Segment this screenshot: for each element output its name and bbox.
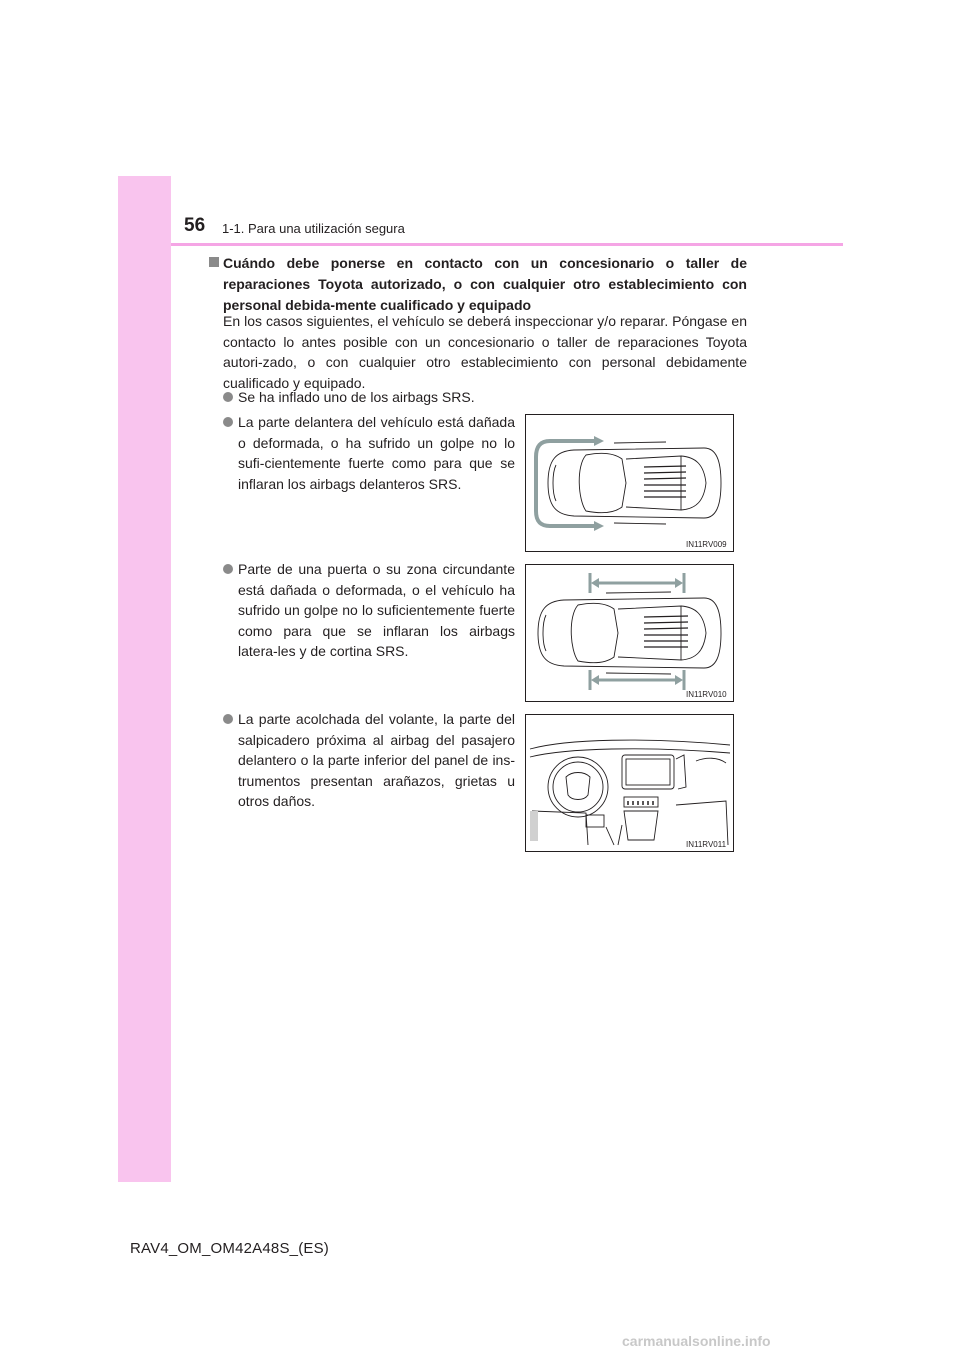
car-side-damage-illustration [526, 565, 733, 701]
list-item [223, 559, 515, 662]
round-bullet-icon [223, 417, 233, 427]
heading-text: Cuándo debe ponerse en contacto con un concesionario o taller de reparaciones Toyota autorizado, o con cualquier otro establecimiento con personal debida-mente cualificado y equipado [223, 255, 747, 313]
intro-paragraph: En los casos siguientes, el vehículo se deberá inspeccionar y/o reparar. Póngase en contacto lo antes posible con un concesionario o taller de reparaciones Toyota autori-zado, o con cualquier otro establecimiento con personal debidamente cualificado y equipado. [223, 313, 747, 391]
figure-side-damage [525, 564, 734, 702]
figure-front-damage [525, 414, 734, 552]
figure-dashboard [525, 714, 734, 852]
car-front-damage-illustration [526, 415, 733, 551]
round-bullet-icon [223, 564, 233, 574]
document-footer-code: RAV4_OM_OM42A48S_(ES) [130, 1240, 330, 1257]
list-item [223, 709, 515, 812]
list-item [223, 387, 747, 408]
dashboard-illustration [526, 715, 733, 851]
figure-code: IN11RV011 [686, 840, 727, 849]
section-sidebar-tab [118, 176, 171, 1182]
figure-code: IN11RV009 [686, 540, 727, 549]
list-item-text: Parte de una puerta o su zona circundante está dañada o deformada, o el vehículo ha sufrido un golpe no lo suficientemente fuerte como para que se inflaran los airbags latera-les y de cortina SRS. [238, 561, 515, 659]
page-number: 56 [184, 215, 206, 236]
round-bullet-icon [223, 392, 233, 402]
round-bullet-icon [223, 714, 233, 724]
section-title: 1-1. Para una utilización segura [222, 221, 405, 236]
section-heading [209, 253, 747, 316]
figure-code: IN11RV010 [686, 690, 727, 699]
list-item [223, 412, 515, 494]
header-rule [171, 243, 843, 246]
square-bullet-icon [209, 257, 219, 267]
watermark: carmanualsonline.info [622, 1333, 771, 1349]
list-item-text: Se ha inflado uno de los airbags SRS. [238, 389, 475, 405]
list-item-text: La parte acolchada del volante, la parte del salpicadero próxima al airbag del pasajero delantero o la parte inferior del panel de ins-trumentos presentan arañazos, grietas u otros daños. [238, 711, 515, 809]
list-item-text: La parte delantera del vehículo está dañada o deformada, o ha sufrido un golpe no lo sufi-cientemente fuerte como para que se inflaran los airbags delanteros SRS. [238, 414, 515, 492]
